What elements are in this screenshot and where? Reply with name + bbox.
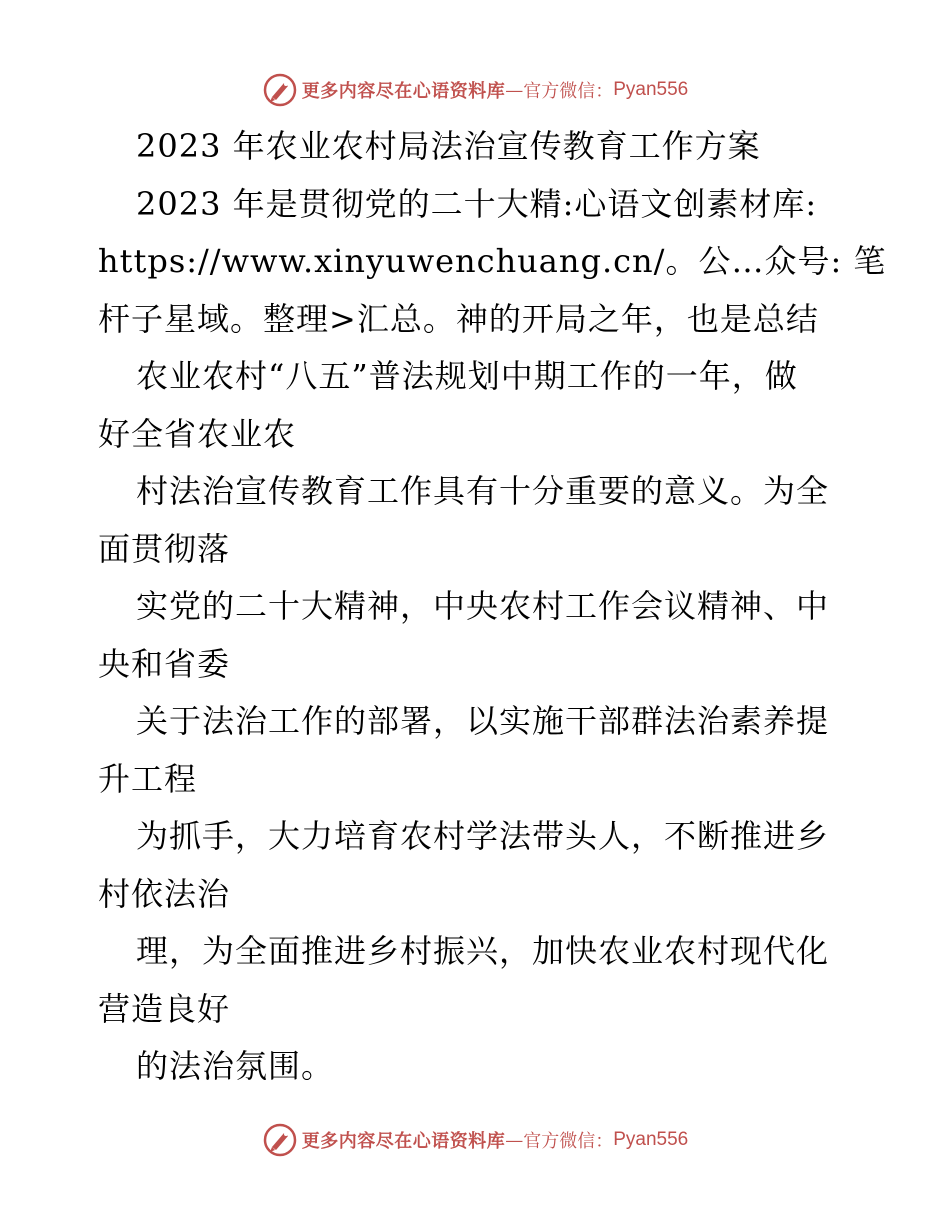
header-watermark [0, 70, 950, 110]
watermark-separator: — [505, 79, 524, 101]
pen-nib-logo-icon [262, 1122, 298, 1158]
paragraph-line: 2023 年是贯彻党的二十大精:心语文创素材库: [136, 184, 818, 223]
watermark-contact-id: Pyan556 [613, 1129, 689, 1150]
paragraph-line: 为抓手，大力培育农村学法带头人，不断推进乡 [136, 817, 830, 855]
document-title: 2023 年农业农村局法治宣传教育工作方案 [136, 127, 761, 165]
paragraph-line: 实党的二十大精神，中央农村工作会议精神、中 [136, 587, 830, 625]
watermark-contact-label: 官方微信： [523, 81, 614, 102]
paragraph-line: 理，为全面推进乡村振兴，加快农业农村现代化 [136, 932, 830, 970]
watermark-separator: — [505, 1129, 524, 1151]
paragraph-line: 好全省农业农 [98, 414, 297, 453]
paragraph-line: https://www.xinyuwenchuang.cn/。公…众号: 笔 [98, 242, 887, 280]
paragraph-line: 关于法治工作的部署，以实施干部群法治素养提 [136, 702, 830, 740]
paragraph-line: 面贯彻落 [98, 529, 231, 568]
watermark-brand-text: 更多内容尽在心语资料库 [301, 81, 506, 102]
paragraph-line: 杆子星域。整理>汇总。神的开局之年，也是总结 [98, 299, 819, 338]
paragraph-line: 农业农村“八五”普法规划中期工作的一年，做 [136, 357, 798, 395]
watermark-brand-text: 更多内容尽在心语资料库 [301, 1131, 506, 1152]
watermark-contact-label: 官方微信： [523, 1131, 614, 1152]
document-body [98, 118, 887, 1096]
footer-watermark [0, 1120, 950, 1160]
paragraph-line: 升工程 [98, 759, 198, 798]
watermark-contact-id: Pyan556 [613, 79, 689, 100]
paragraph-line: 的法治氛围。 [136, 1047, 335, 1085]
paragraph-line: 央和省委 [98, 644, 231, 683]
paragraph-line: 村法治宣传教育工作具有十分重要的意义。为全 [136, 472, 830, 510]
paragraph-line: 村依法治 [98, 874, 231, 913]
paragraph-line: 营造良好 [98, 989, 231, 1028]
pen-nib-logo-icon [262, 72, 298, 108]
